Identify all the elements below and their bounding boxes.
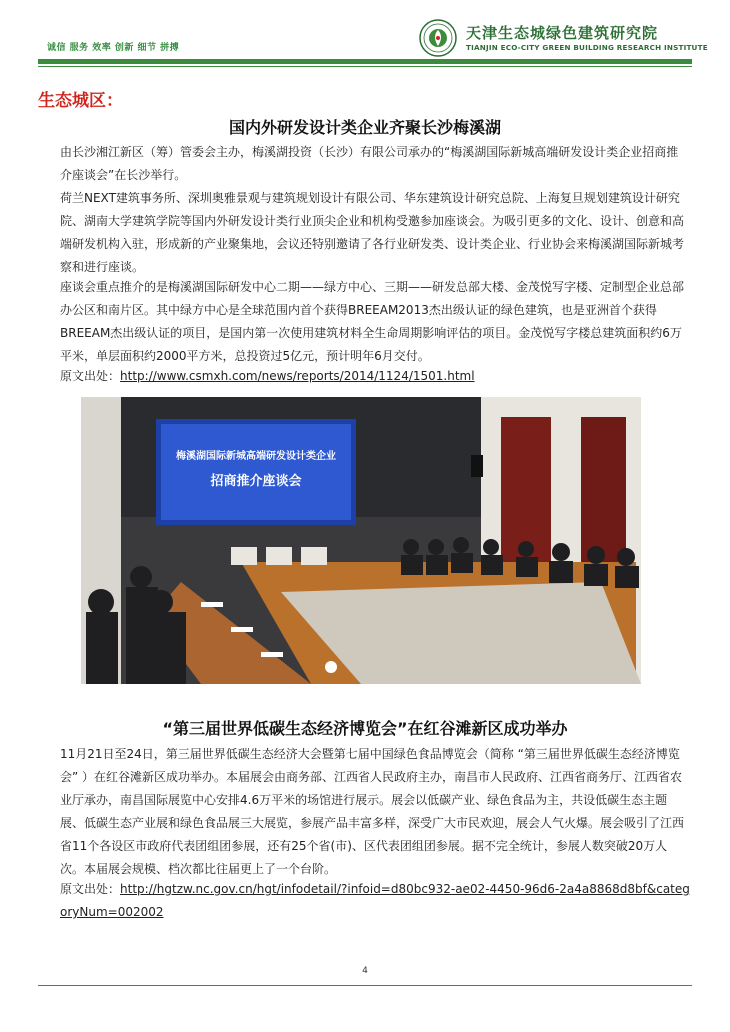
- article1-paragraph-1: 由长沙湘江新区（筹）管委会主办，梅溪湖投资（长沙）有限公司承办的“梅溪湖国际新城高端研发设计类企业招商推介座谈会”在长沙举行。: [60, 145, 679, 182]
- footer-rule: [38, 985, 692, 986]
- header-rule: [38, 59, 692, 64]
- institute-logo-icon: [418, 18, 458, 58]
- article2-paragraph-1: 11月21日至24日，第三届世界低碳生态经济大会暨第七届中国绿色食品博览会（简称 “第三届世界低碳生态经济博览会” ）在红谷滩新区成功举办。本届展会由商务部、江西省人民政府主办，南昌市人民政府、江西省商务厅、江西省农业厅承办，南昌国际展览中心安排4.6万平米的场馆进行展示。展会以低碳产业、绿色食品为主，共设低碳生态主题展、低碳生态产业展和绿色食品展三大展览，参展产品丰富多样，深受广大市民欢迎，展会人气火爆。展会吸引了江西省11个各设区市政府代表团组团参展，还有25个省(市)、区代表团组团参展。据不完全统计，参展人数突破20万人次。本届展会规模、档次都比往届更上了一个台阶。: [60, 747, 685, 876]
- article1-paragraph-2: 荷兰NEXT建筑事务所、深圳奥雅景观与建筑规划设计有限公司、华东建筑设计研究总院、上海复旦规划建筑设计研究院、湖南大学建筑学院等国内外研发设计类行业顶尖企业和机构受邀参加座谈会。为吸引更多的文化、设计、创意和高端研发机构入驻，形成新的产业聚集地，会议还特别邀请了各行业研发类、设计类企业、行业协会来梅溪湖国际新城考察和进行座谈。: [60, 191, 685, 274]
- article2-source-link[interactable]: http://hgtzw.nc.gov.cn/hgt/infodetail/?infoid=d80bc932-ae02-4450-96d6-2a4a8868d8bf&categoryNum=002002: [60, 882, 690, 919]
- institute-name-en: TIANJIN ECO-CITY GREEN BUILDING RESEARCH INSTITUTE: [466, 43, 708, 52]
- article1-paragraph-3: 座谈会重点推介的是梅溪湖国际研发中心二期——绿方中心、三期——研发总部大楼、金茂悦写字楼、定制型企业总部办公区和南片区。其中绿方中心是全球范围内首个获得BREEAM2013杰出级认证的绿色建筑，也是亚洲首个获得BREEAM杰出级认证的项目，是国内第一次使用建筑材料全生命周期影响评估的项目。金茂悦写字楼总建筑面积约6万平米，单层面积约2000平方米，总投资过5亿元，预计明年6月交付。: [60, 280, 685, 363]
- header-rule-thin: [38, 66, 692, 67]
- article1-source: [60, 365, 690, 388]
- article1-source-link[interactable]: http://www.csmxh.com/news/reports/2014/1124/1501.html: [120, 369, 475, 383]
- article1-title: 国内外研发设计类企业齐聚长沙梅溪湖: [228, 118, 501, 137]
- conference-photo: [81, 397, 641, 684]
- article1-source-label: 原文出处：: [60, 369, 121, 383]
- article2-title: “第三届世界低碳生态经济博览会”在红谷滩新区成功举办: [162, 719, 568, 738]
- header-slogan: 诚信 服务 效率 创新 细节 拼搏: [47, 43, 180, 53]
- article2-source: [60, 878, 690, 924]
- photo-screen-line-2: 招商推介座谈会: [210, 474, 302, 489]
- article2-source-label: 原文出处：: [60, 882, 121, 896]
- page-number: 4: [362, 966, 368, 976]
- section-title: 生态城区：: [38, 91, 123, 111]
- institute-name-cn: 天津生态城绿色建筑研究院: [466, 24, 659, 42]
- photo-screen-line-1: 梅溪湖国际新城高端研发设计类企业: [176, 451, 336, 462]
